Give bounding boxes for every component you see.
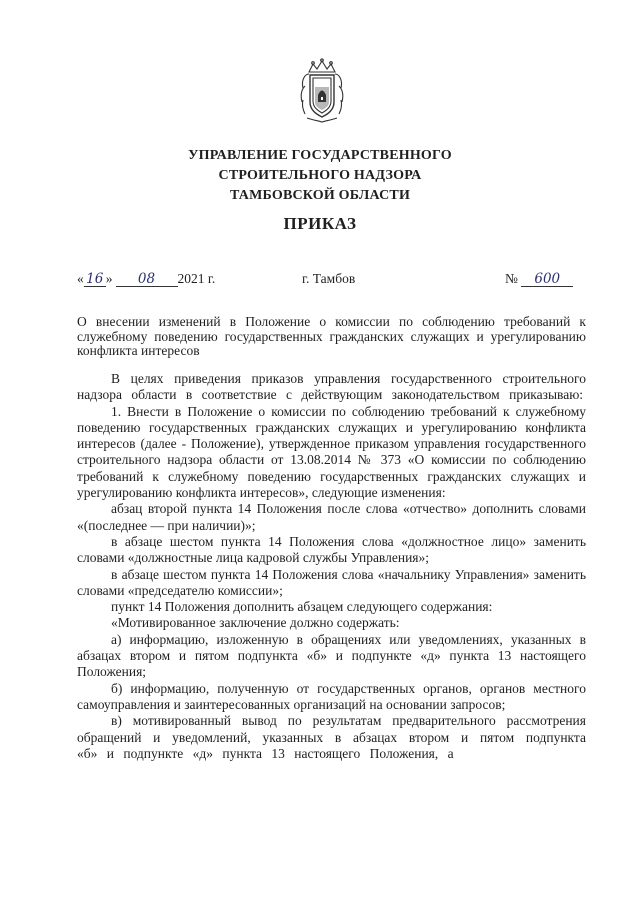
date-day: 16 — [84, 272, 106, 287]
order-body — [77, 371, 586, 762]
org-line-2: СТРОИТЕЛЬНОГО НАДЗОРА — [218, 168, 422, 183]
order-number — [505, 271, 573, 287]
body-paragraph: в абзаце шестом пункта 14 Положения слова «должностное лицо» заменить словами «должностные лица кадровой службы Управления»; — [77, 533, 586, 566]
body-paragraph: б) информацию, полученную от государственных органов, органов местного самоуправления и заинтересованных организаций на основании запросов; — [77, 680, 586, 712]
body-paragraph: «Мотивированное заключение должно содержать: — [111, 615, 400, 631]
date-year: 2021 г. — [177, 271, 216, 286]
coat-of-arms-emblem — [299, 58, 345, 124]
date-open-quote: « — [77, 271, 84, 286]
organization-name — [0, 146, 640, 206]
order-city: г. Тамбов — [302, 271, 356, 286]
order-date — [77, 271, 215, 287]
body-paragraph: пункт 14 Положения дополнить абзацем следующего содержания: — [111, 599, 493, 615]
date-month: 08 — [116, 272, 178, 287]
document-type-title: ПРИКАЗ — [283, 214, 357, 233]
number-value: 600 — [521, 272, 573, 287]
body-paragraph: а) информацию, изложенную в обращениях или уведомлениях, указанных в абзацах втором и пятом подпункта «б» и подпункте «д» пункта 13 настоящего Положения; — [77, 631, 586, 680]
body-paragraph: в) мотивированный вывод по результатам предварительного рассмотрения обращений и уведомлений, указанных в абзацах втором и пятом подпункта «б» и подпункте «д» пункта 13 настоящего Положения, а — [77, 713, 586, 761]
number-label: № — [505, 271, 518, 286]
org-line-1: УПРАВЛЕНИЕ ГОСУДАРСТВЕННОГО — [188, 148, 452, 163]
body-paragraph: 1. Внести в Положение о комиссии по соблюдению требований к служебному поведению государственных гражданских служащих и урегулированию конфликта интересов (далее - Положение), утвержденное приказом управления государственного строительного надзора области от 13.08.2014 № 373 «О комиссии по соблюдению требований к служебному поведению государственных гражданских служащих и урегулированию конфликта интересов», следующие изменения: — [77, 403, 586, 501]
body-paragraph: абзац второй пункта 14 Положения после слова «отчество» дополнить словами «(последнее — при наличии)»; — [77, 501, 586, 533]
date-close-quote: » — [105, 271, 113, 286]
order-subject: О внесении изменений в Положение о комиссии по соблюдению требований к служебному поведению государственных гражданских служащих и урегулированию конфликта интересов — [77, 314, 586, 358]
body-paragraph: В целях приведения приказов управления государственного строительного надзора области в соответствие с действующим законодательством приказываю: — [77, 371, 586, 403]
org-line-3: ТАМБОВСКОЙ ОБЛАСТИ — [229, 188, 411, 203]
body-paragraph: в абзаце шестом пункта 14 Положения слова «начальнику Управления» заменить словами «председателю комиссии»; — [77, 566, 586, 598]
